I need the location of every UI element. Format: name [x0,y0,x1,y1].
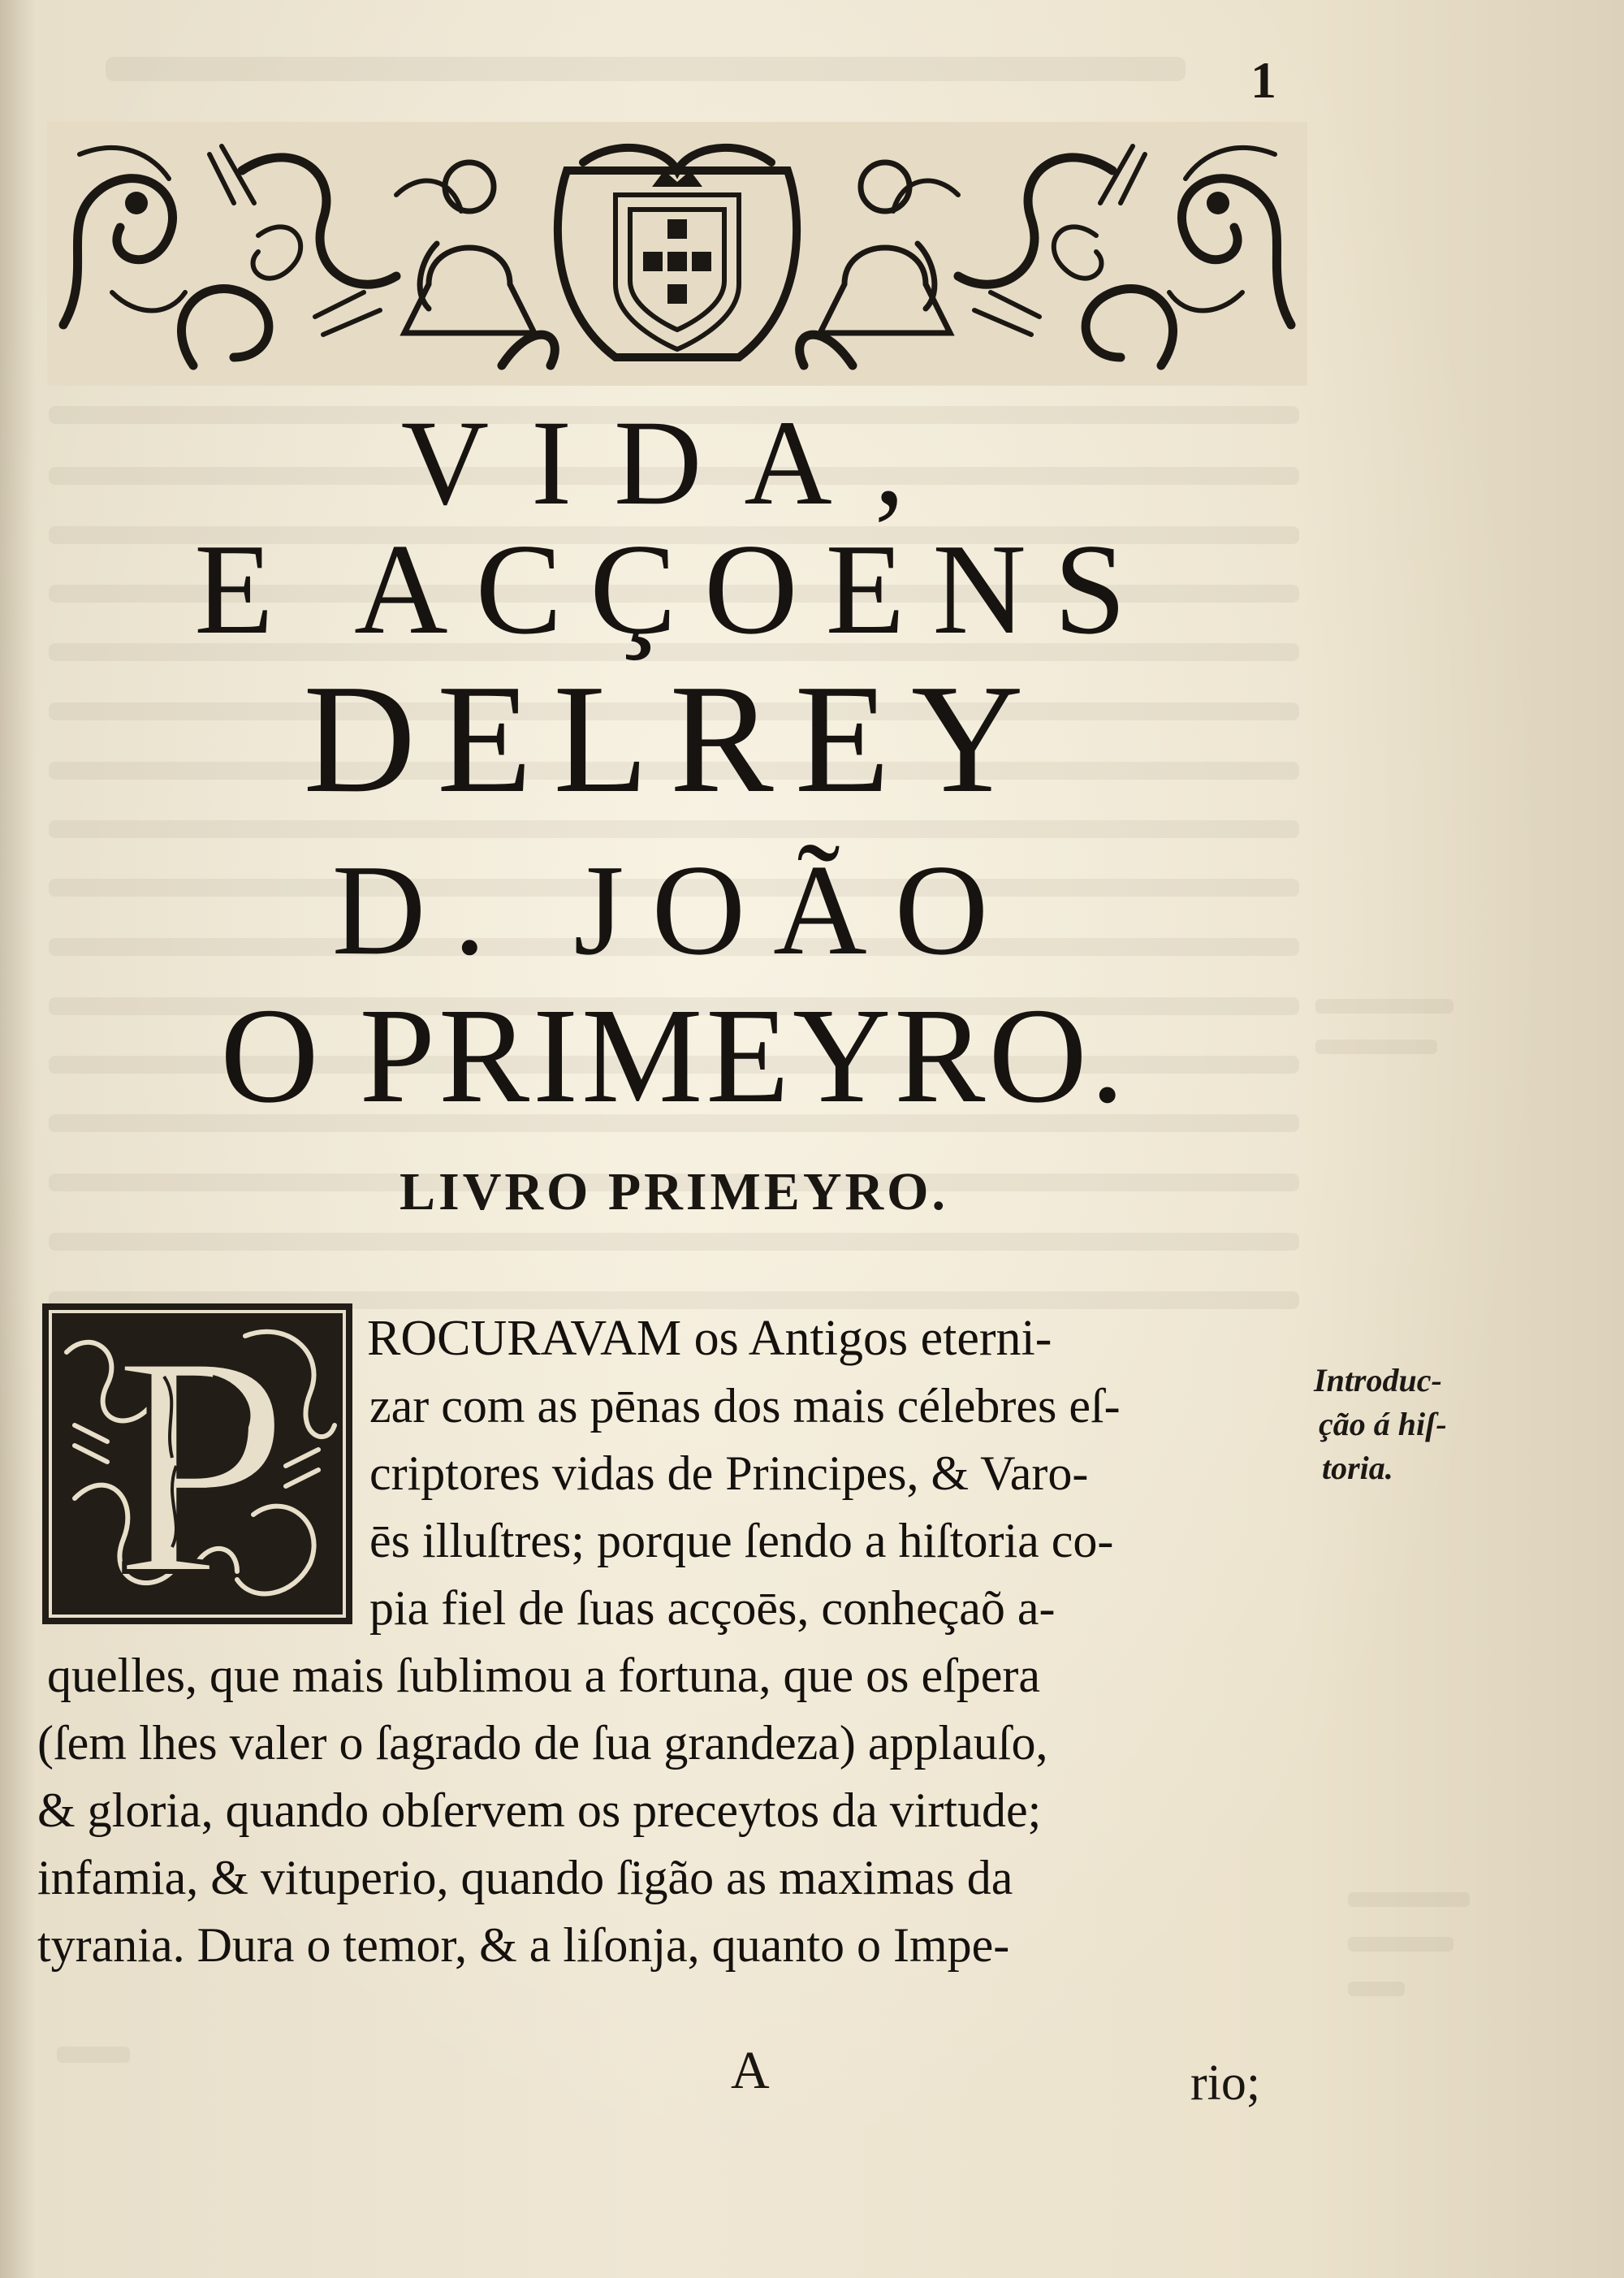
decorated-initial-p [42,1303,352,1624]
body-line-3: criptores vidas de Principes, & Varo- [369,1446,1089,1500]
body-line-8: & gloria, quando obſervem os preceytos da virtude; [37,1783,1042,1837]
body-line-9: infamia, & vituperio, quando ſigão as maximas da [37,1851,1013,1904]
dropcap-letter: P [113,1303,290,1624]
title-line-e-accoens: E ACÇOENS [194,517,1154,661]
body-line-7: (ſem lhes valer o ſagrado de ſua grandeza) applauſo, [37,1716,1048,1770]
marginal-note-line-2: ção á hiſ- [1319,1406,1447,1442]
body-line-6: quelles, que mais ſublimou a fortuna, que os eſpera [47,1649,1040,1702]
body-line-5: pia fiel de ſuas acçoēs, conheçaõ a- [369,1581,1056,1635]
page-number: 1 [1250,51,1276,109]
body-line-1: ROCURAVAM os Antigos eterni- [367,1311,1052,1366]
title-line-d-joao: D. JOÃO [331,837,1017,982]
signature-mark: A [731,2041,770,2100]
body-line-2: zar com as pēnas dos mais célebres eſ- [369,1379,1121,1433]
body-line-10: tyrania. Dura o temor, & a liſonja, quanto o Impe- [37,1918,1010,1972]
marginal-note-line-1: Introduc- [1314,1362,1442,1398]
marginal-note-line-3: toria. [1322,1450,1393,1486]
book-heading: LIVRO PRIMEYRO. [399,1162,948,1221]
title-line-vida: VIDA, [400,396,948,530]
woodcut-headpiece-ornament [47,122,1307,386]
catchword: rio; [1190,2055,1261,2111]
title-line-o-primeyro: O PRIMEYRO. [220,980,1128,1131]
body-line-4: ēs illuſtres; porque ſendo a hiſtoria co- [369,1514,1114,1567]
title-line-delrey: DELREY [303,652,1045,825]
